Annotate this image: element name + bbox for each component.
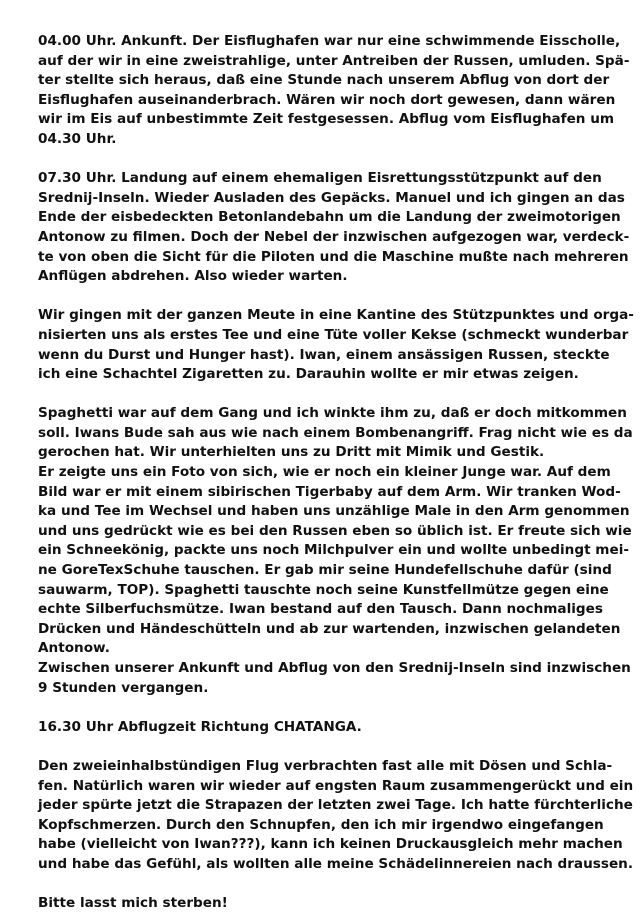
text-line: Drücken und Händeschütteln und ab zur wartenden, inzwischen gelandeten (38, 620, 621, 637)
paragraph-gap (38, 150, 608, 170)
text-line: Den zweieinhalbstündigen Flug verbrachten fast alle mit Dösen und Schla- (38, 757, 613, 774)
text-line: 9 Stunden vergangen. (38, 679, 209, 696)
text-line: und uns gedrückt wie es bei den Russen eben so üblich ist. Er freute sich wie (38, 522, 632, 539)
text-line: habe (vielleicht von Iwan???), kann ich keinen Druckausgleich mehr machen (38, 836, 623, 853)
text-line: Bild war er mit einem sibirischen Tigerbaby auf dem Arm. Wir tranken Wod- (38, 483, 621, 500)
text-line: Anflügen abdrehen. Also wieder warten. (38, 268, 348, 285)
paragraph-gap (38, 875, 608, 895)
text-line: Kopfschmerzen. Durch den Schnupfen, den ich mir irgendwo eingefangen (38, 816, 604, 833)
text-line: te von oben die Sicht für die Piloten und die Maschine mußte nach mehreren (38, 248, 629, 265)
text-line: ich eine Schachtel Zigaretten zu. Darauhin wollte er mir etwas zeigen. (38, 366, 579, 383)
text-line: nisierten uns als erstes Tee und eine Tüte voller Kekse (schmeckt wunderbar (38, 326, 629, 343)
paragraph (38, 718, 608, 738)
text-line: Srednij-Inseln. Wieder Ausladen des Gepäcks. Manuel und ich gingen an das (38, 189, 625, 206)
text-line: 04.00 Uhr. Ankunft. Der Eisflughafen war nur eine schwimmende Eisscholle, (38, 33, 621, 49)
text-line: soll. Iwans Bude sah aus wie nach einem Bombenangriff. Frag nicht wie es da (38, 424, 633, 441)
text-line: Antonow. (38, 640, 110, 657)
text-line: wenn du Durst und Hunger hast). Iwan, einem ansässigen Russen, steckte (38, 346, 610, 363)
text-line: fen. Natürlich waren wir wieder auf engsten Raum zusammengerückt und ein (38, 777, 634, 794)
paragraph (38, 169, 630, 287)
text-line: 16.30 Uhr Abflugzeit Richtung CHATANGA. (38, 718, 362, 735)
text-line: Wir gingen mit der ganzen Meute in eine Kantine des Stützpunktes und orga- (38, 307, 634, 324)
text-line: ter stellte sich heraus, daß eine Stunde nach unserem Abflug von dort der (38, 72, 610, 89)
text-line: gerochen hat. Wir unterhielten uns zu Dritt mit Mimik und Gestik. (38, 444, 545, 461)
document-body (38, 32, 634, 914)
text-line: und habe das Gefühl, als wollten alle meine Schädelinnereien nach draussen. (38, 855, 634, 872)
text-line: Ende der eisbedeckten Betonlandebahn um die Landung der zweimotorigen (38, 209, 621, 226)
text-line: Er zeigte uns ein Foto von sich, wie er noch ein kleiner Junge war. Auf dem (38, 464, 611, 481)
paragraph (38, 32, 630, 150)
text-line: Eisflughafen auseinanderbrach. Wären wir noch dort gewesen, dann wären (38, 91, 616, 108)
paragraph (38, 306, 634, 384)
paragraph-gap (38, 737, 608, 757)
paragraph-gap (38, 385, 608, 405)
text-line: 04.30 Uhr. (38, 130, 117, 147)
text-line: auf der wir in eine zweistrahlige, unter Antreiben der Russen, umluden. Spä- (38, 52, 630, 69)
text-line: ein Schneekönig, packte uns noch Milchpulver ein und wollte unbedingt mei- (38, 542, 629, 559)
text-line: Zwischen unserer Ankunft und Abflug von den Srednij-Inseln sind inzwischen (38, 660, 631, 676)
paragraph-gap (38, 698, 608, 718)
text-line: ka und Tee im Wechsel und haben uns unzählige Male in den Arm genommen (38, 503, 630, 520)
paragraph-gap (38, 287, 608, 307)
text-line: 07.30 Uhr. Landung auf einem ehemaligen Eisrettungsstützpunkt auf den (38, 170, 602, 187)
text-line: jeder spürte jetzt die Strapazen der letzten zwei Tage. Ich hatte fürchterliche (38, 797, 633, 814)
text-line: echte Silberfuchsmütze. Iwan bestand auf den Tausch. Dann nochmaliges (38, 601, 603, 618)
text-line: Spaghetti war auf dem Gang und ich winkte ihm zu, daß er doch mitkommen (38, 405, 627, 422)
text-line: ne GoreTexSchuhe tauschen. Er gab mir seine Hundefellschuhe dafür (sind (38, 562, 612, 579)
paragraph (38, 894, 608, 914)
paragraph (38, 404, 633, 698)
text-line: sauwarm, TOP). Spaghetti tauschte noch seine Kunstfellmütze gegen eine (38, 581, 609, 598)
closing-line: Bitte lasst mich sterben! (38, 895, 228, 912)
text-line: Antonow zu filmen. Doch der Nebel der inzwischen aufgezogen war, verdeck- (38, 228, 630, 245)
paragraph (38, 757, 634, 875)
text-line: wir im Eis auf unbestimmte Zeit festgesessen. Abflug vom Eisflughafen um (38, 111, 615, 128)
